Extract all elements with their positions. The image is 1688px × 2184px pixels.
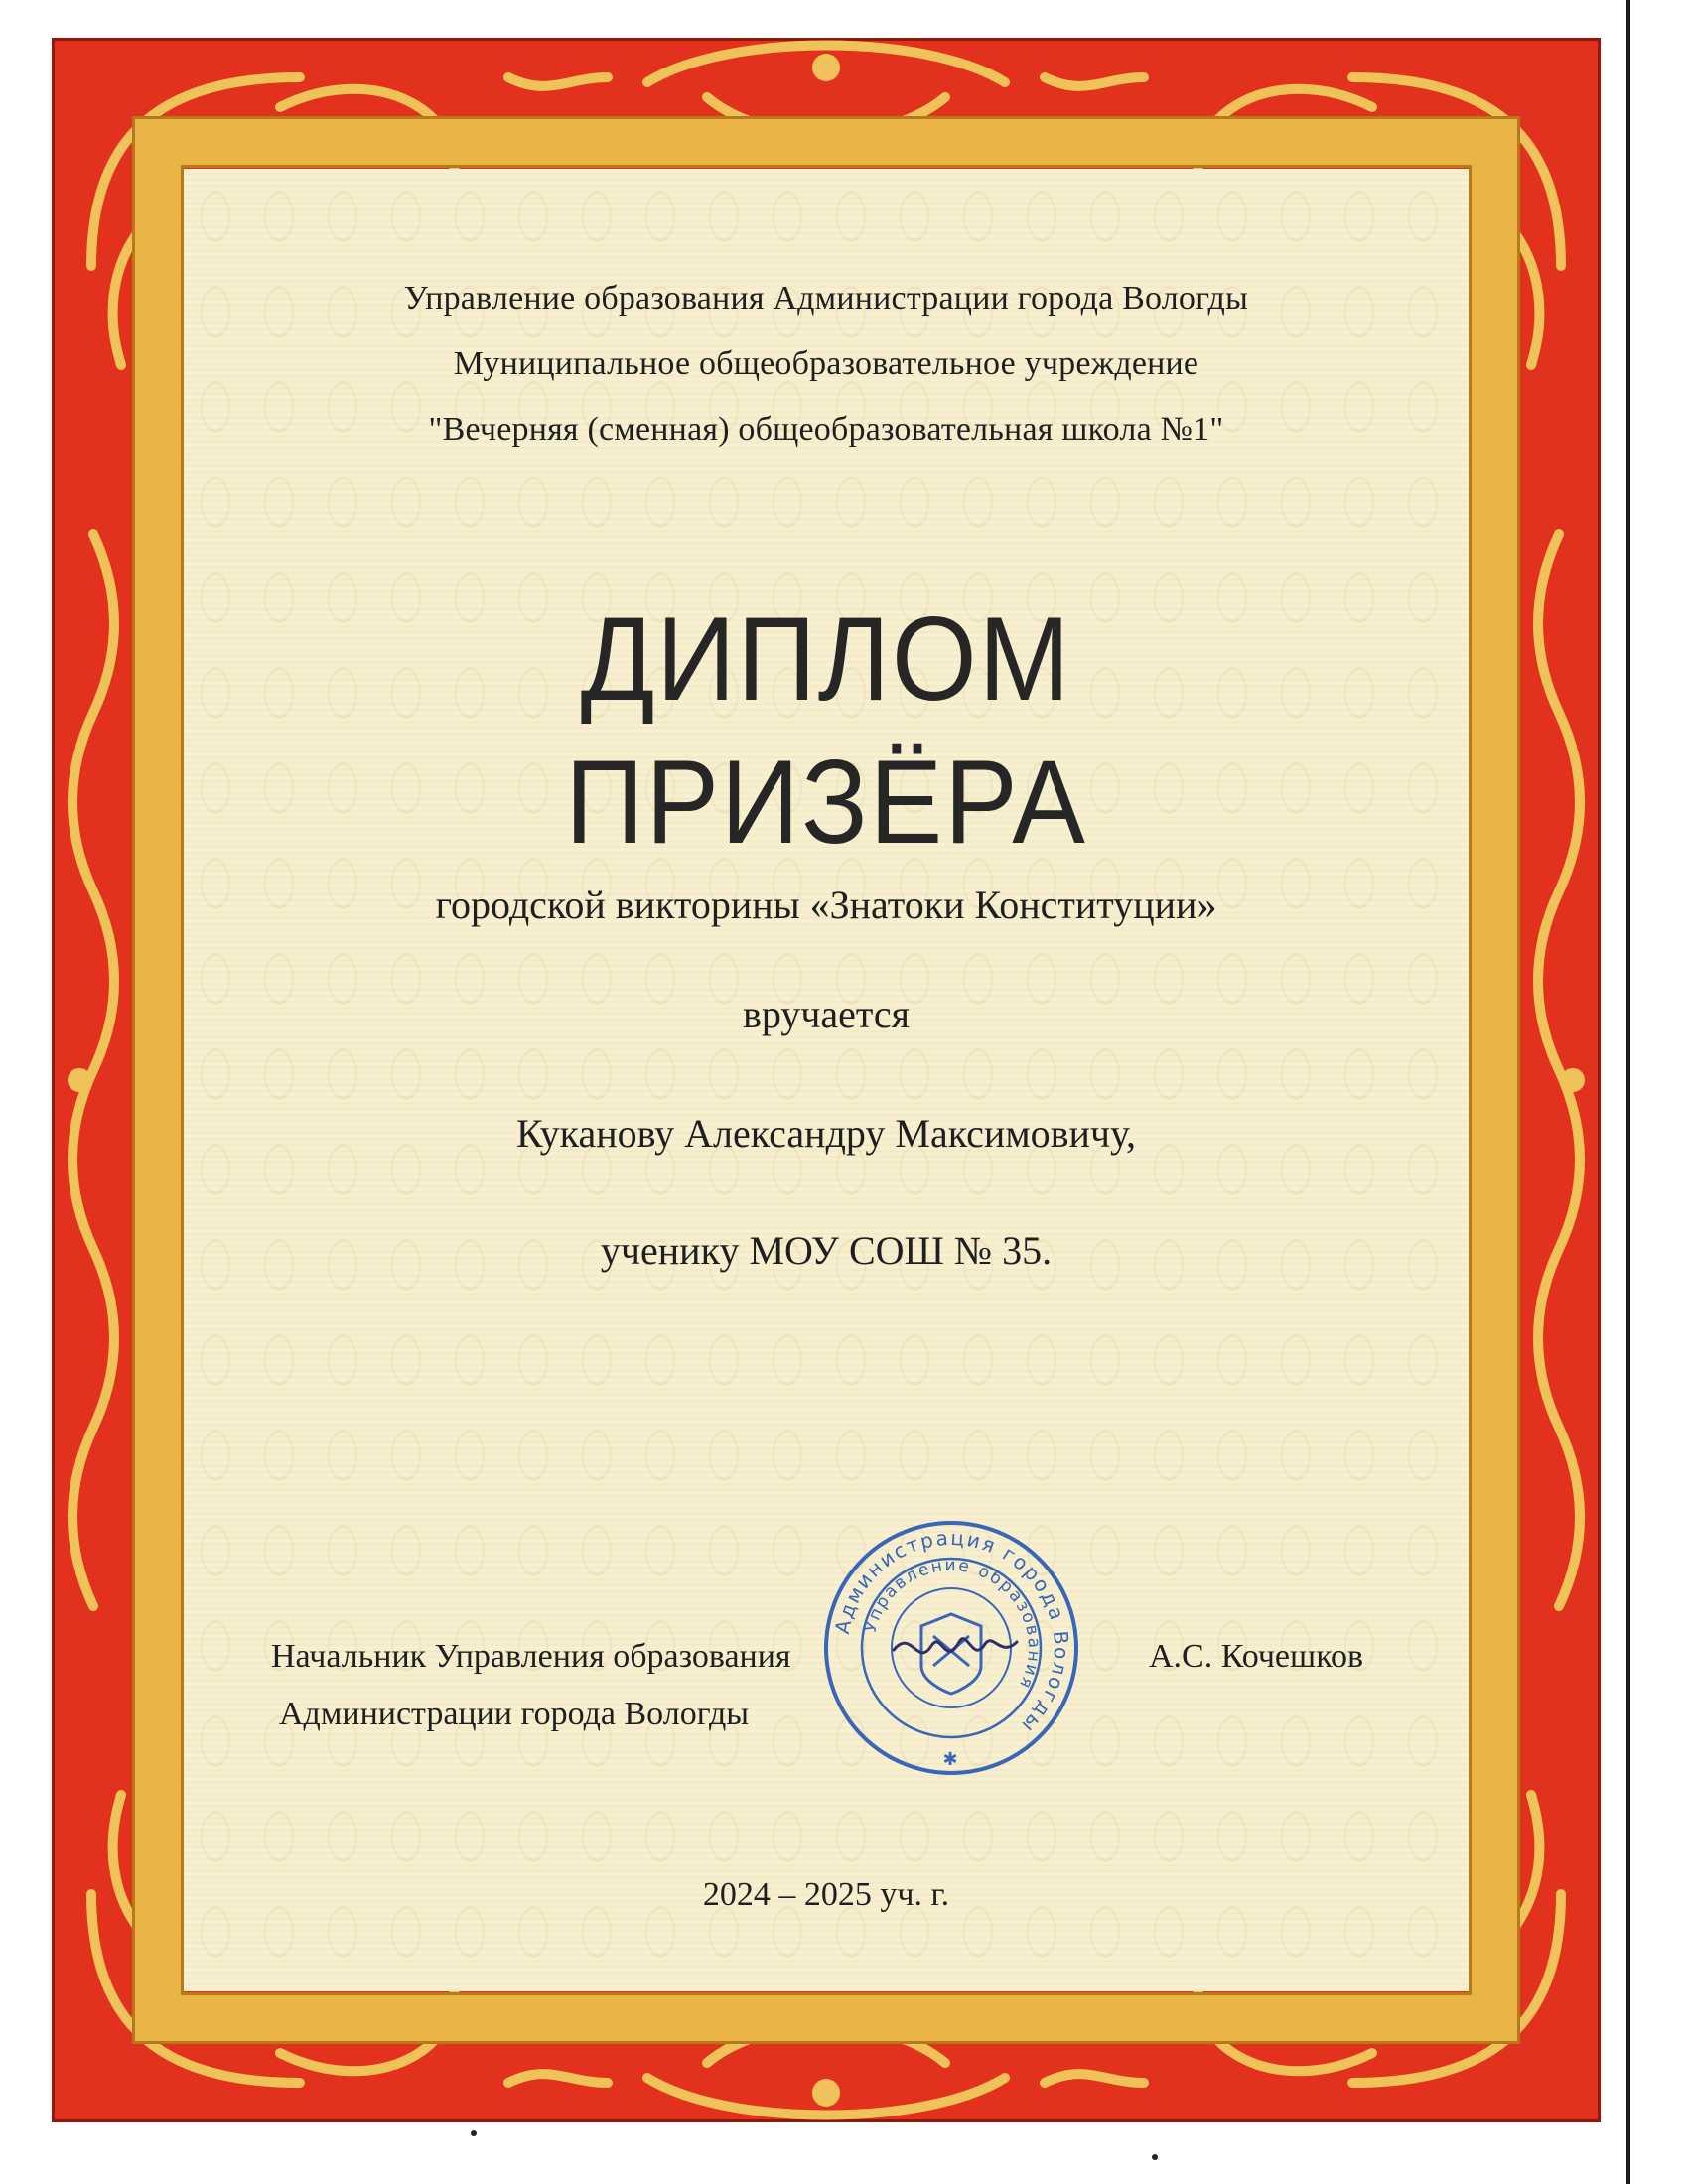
diploma-content bbox=[184, 169, 1469, 1991]
header-department: Управление образования Администрации города Вологды bbox=[403, 280, 1249, 317]
handwritten-signature bbox=[894, 1639, 1017, 1653]
scan-speck bbox=[471, 2130, 477, 2136]
title-diploma: ДИПЛОМ bbox=[580, 593, 1072, 726]
stamp-outer-text: Администрация города Вологды bbox=[829, 1525, 1074, 1739]
scan-speck bbox=[1152, 2154, 1158, 2160]
recipient-school: ученику МОУ СОШ № 35. bbox=[600, 1228, 1053, 1273]
signer-name: А.С. Кочешков bbox=[1149, 1638, 1364, 1675]
signer-position-line1: Начальник Управления образования bbox=[271, 1638, 791, 1675]
title-prizewinner: ПРИЗЁРА bbox=[565, 736, 1087, 869]
academic-year: 2024 – 2025 уч. г. bbox=[702, 1876, 950, 1913]
stamp-star-icon: ✱ bbox=[942, 1749, 960, 1770]
header-school-name: "Вечерняя (сменная) общеобразовательная школа №1" bbox=[428, 411, 1224, 448]
recipient-name: Куканову Александру Максимовичу, bbox=[515, 1111, 1137, 1156]
stamp-inner-text: Управление образования bbox=[860, 1555, 1045, 1694]
awarded-text: вручается bbox=[742, 992, 911, 1036]
official-stamp bbox=[822, 1519, 1080, 1777]
event-name: городской викторины «Знатоки Конституции» bbox=[435, 883, 1217, 927]
header-institution-type: Муниципальное общеобразовательное учреждение bbox=[453, 345, 1199, 382]
stamp-emblem bbox=[921, 1614, 981, 1694]
scan-edge bbox=[1626, 0, 1630, 2184]
signer-position-line2: Администрации города Вологды bbox=[279, 1696, 750, 1732]
